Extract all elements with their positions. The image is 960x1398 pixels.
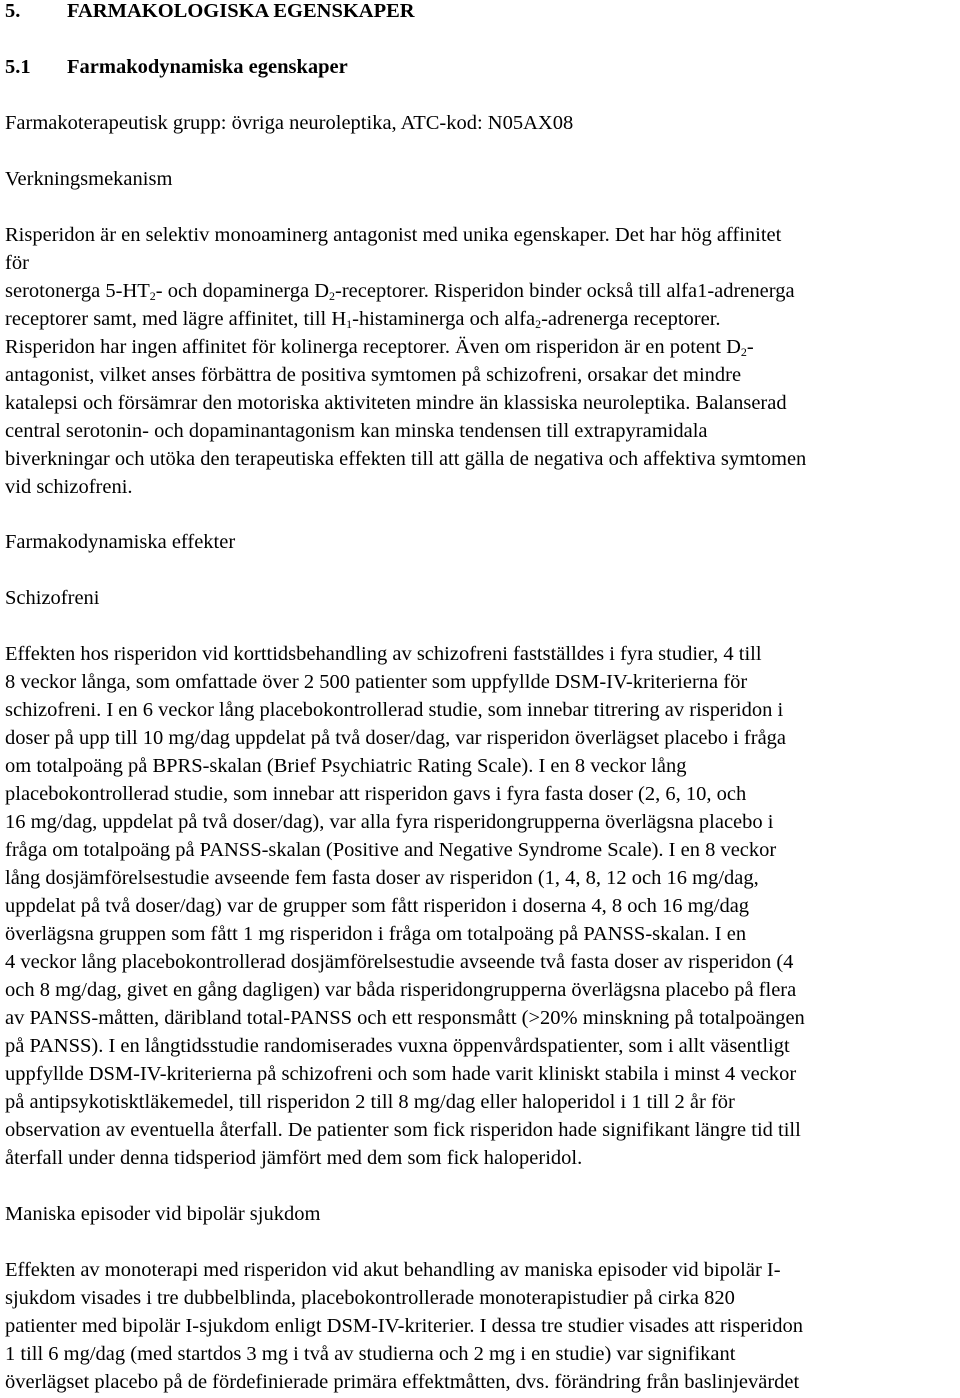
schizophrenia-paragraph [5,640,957,1172]
bipolar-line: 1 till 6 mg/dag (med startdos 3 mg i två av studierna och 2 mg i en studie) var signifikant [5,1343,736,1365]
subscript: 2 [740,345,747,359]
schizophrenia-line: observation av eventuella återfall. De patienter som fick risperidon hade signifikant längre tid till [5,1119,801,1141]
schizophrenia-line: uppdelat på två doser/dag) var de grupper som fått risperidon i doserna 4, 8 och 16 mg/dag [5,895,750,917]
schizophrenia-line: återfall under denna tidsperiod jämfört med dem som fick haloperidol. [5,1147,583,1169]
schizophrenia-line: lång dosjämförelsestudie avseende fem fasta doser av risperidon (1, 4, 8, 12 och 16 mg/dag, [5,867,759,889]
text-fragment: -histaminerga och alfa [352,308,536,330]
mechanism-line: katalepsi och försämrar den motoriska aktiviteten mindre än klassiska neuroleptika. Balanserad [5,392,787,414]
schizophrenia-line: av PANSS-måtten, däribland total-PANSS och ett responsmått (>20% minskning på totalpoängen [5,1007,805,1029]
schizophrenia-line: schizofreni. I en 6 veckor lång placebokontrollerad studie, som innebar titrering av risperidon i [5,699,784,721]
effects-heading: Farmakodynamiska effekter [5,531,236,553]
mechanism-paragraph [5,221,957,501]
schizophrenia-line: om totalpoäng på BPRS-skalan (Brief Psychiatric Rating Scale). I en 8 veckor lång [5,755,687,777]
schizophrenia-heading: Schizofreni [5,587,100,609]
schizophrenia-line: och 8 mg/dag, givet en gång dagligen) var båda risperidongrupperna överlägsna placebo på flera [5,979,797,1001]
subsection-title: Farmakodynamiska egenskaper [67,56,348,78]
schizophrenia-line: fråga om totalpoäng på PANSS-skalan (Positive and Negative Syndrome Scale). I en 8 veckor [5,839,777,861]
text-fragment: Risperidon har ingen affinitet för kolinerga receptorer. Även om risperidon är en potent D [5,336,741,358]
mechanism-line: för [5,252,29,274]
schizophrenia-line: 16 mg/dag, uppdelat på två doser/dag), var alla fyra risperidongrupperna överlägsna placebo i [5,811,774,833]
text-fragment: -receptorer. Risperidon binder också till alfa1-adrenerga [335,280,795,302]
subscript: 2 [329,289,336,303]
mechanism-line [5,277,957,305]
subsection-number: 5.1 [5,56,31,78]
text-fragment: - [746,336,754,358]
text-fragment: -adrenerga receptorer. [541,308,721,330]
subsection-heading [5,53,348,81]
mechanism-line: Risperidon är en selektiv monoaminerg antagonist med unika egenskaper. Det har hög affinitet [5,224,782,246]
bipolar-line: Effekten av monoterapi med risperidon vid akut behandling av maniska episoder vid bipolär I- [5,1259,781,1281]
schizophrenia-line: överlägsna gruppen som fått 1 mg risperidon i fråga om totalpoäng på PANSS-skalan. I en [5,923,747,945]
text-fragment: receptorer samt, med lägre affinitet, till H [5,308,347,330]
mechanism-line: central serotonin- och dopaminantagonism kan minska tendensen till extrapyramidala [5,420,708,442]
section-title: FARMAKOLOGISKA EGENSKAPER [67,0,415,22]
section-number: 5. [5,0,21,22]
mechanism-heading: Verkningsmekanism [5,168,173,190]
bipolar-paragraph [5,1256,957,1396]
schizophrenia-line: Effekten hos risperidon vid korttidsbehandling av schizofreni fastställdes i fyra studier, 4 till [5,643,762,665]
subscript: 2 [535,317,542,331]
bipolar-line: överlägset placebo på de fördefinierade primära effektmåtten, dvs. förändring från baslinjevärdet [5,1371,800,1393]
schizophrenia-line: placebokontrollerad studie, som innebar att risperidon gavs i fyra fasta doser (2, 6, 10, och [5,783,747,805]
schizophrenia-line: på antipsykotisktläkemedel, till risperidon 2 till 8 mg/dag eller haloperidol i 1 till 2 år för [5,1091,735,1113]
bipolar-line: sjukdom visades i tre dubbelblinda, placebokontrollerade monoterapistudier på cirka 820 [5,1287,735,1309]
mechanism-line [5,305,957,333]
bipolar-line: patienter med bipolär I-sjukdom enligt DSM-IV-kriterier. I dessa tre studier visades att risperidon [5,1315,803,1337]
mechanism-line: biverkningar och utöka den terapeutiska effekten till att gälla de negativa och affektiva symtomen [5,448,807,470]
schizophrenia-line: 4 veckor lång placebokontrollerad dosjämförelsestudie avseende två fasta doser av risperidon (4 [5,951,794,973]
mechanism-line: vid schizofreni. [5,476,133,498]
bipolar-heading: Maniska episoder vid bipolär sjukdom [5,1203,321,1225]
text-fragment: - och dopaminerga D [155,280,330,302]
subscript: 1 [346,317,353,331]
section-heading [5,0,415,25]
therapeutic-group: Farmakoterapeutisk grupp: övriga neuroleptika, ATC-kod: N05AX08 [5,112,574,134]
mechanism-line [5,333,957,361]
text-fragment: serotonerga 5-HT [5,280,150,302]
schizophrenia-line: 8 veckor långa, som omfattade över 2 500 patienter som uppfyllde DSM-IV-kriterierna för [5,671,748,693]
schizophrenia-line: uppfyllde DSM-IV-kriterierna på schizofreni och som hade varit kliniskt stabila i minst 4 veckor [5,1063,797,1085]
schizophrenia-line: på PANSS). I en långtidsstudie randomiserades vuxna öppenvårdspatienter, som i allt väsentligt [5,1035,790,1057]
subscript: 2 [149,289,156,303]
mechanism-line: antagonist, vilket anses förbättra de positiva symtomen på schizofreni, orsakar det mindre [5,364,742,386]
schizophrenia-line: doser på upp till 10 mg/dag uppdelat på två doser/dag, var risperidon överlägset placebo i fråga [5,727,787,749]
